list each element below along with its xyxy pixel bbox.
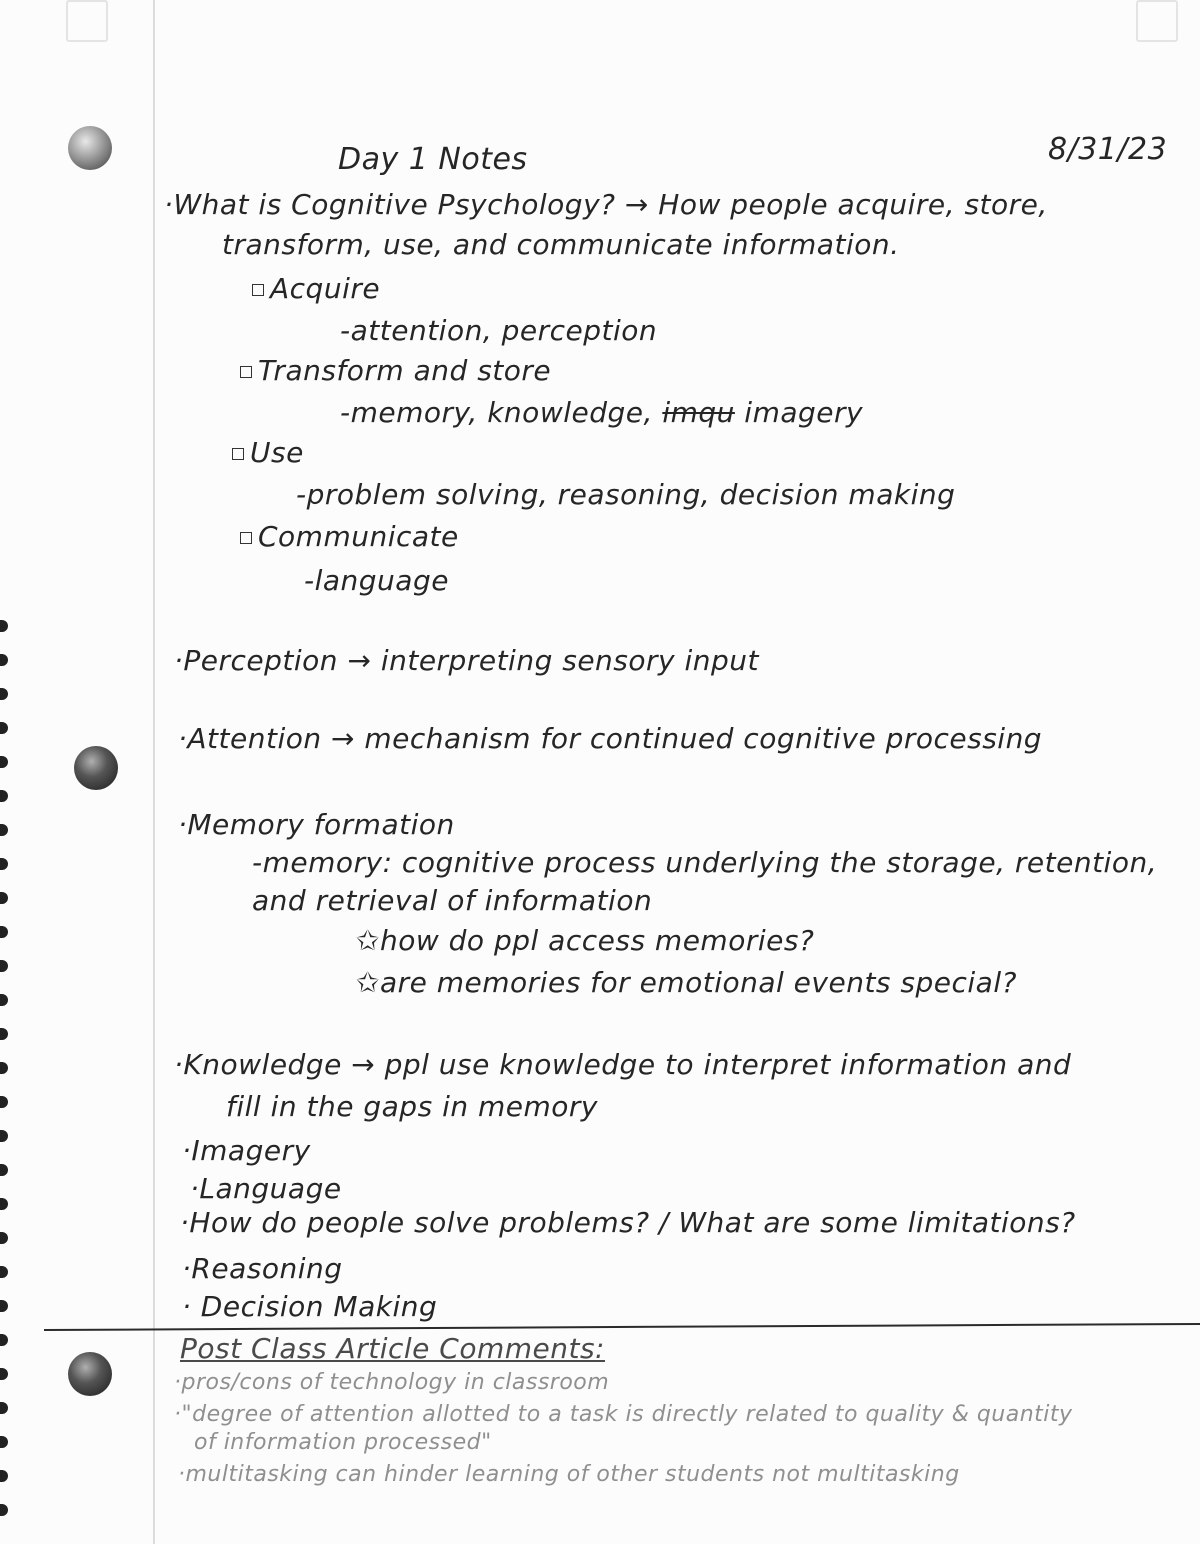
language-line: ·Language xyxy=(190,1172,342,1205)
perception-line: ·Perception → interpreting sensory input xyxy=(174,644,760,677)
memory-definition: -memory: cognitive process underlying the storage, retention, xyxy=(252,846,1158,879)
spiral-ring xyxy=(0,1334,8,1346)
struck-word: imqu xyxy=(662,396,735,429)
spiral-ring xyxy=(0,1504,8,1516)
decision-line: · Decision Making xyxy=(182,1290,438,1323)
spiral-ring xyxy=(0,994,8,1006)
post-class-line-4: ·multitasking can hinder learning of other students not multitasking xyxy=(178,1462,960,1487)
punch-hole-middle xyxy=(74,746,118,790)
spiral-ring xyxy=(0,1198,8,1210)
spiral-ring xyxy=(0,824,8,836)
star-icon: ✩ xyxy=(356,966,380,999)
spiral-ring xyxy=(0,756,8,768)
spiral-ring xyxy=(0,620,8,632)
cognitive-continued: transform, use, and communicate information. xyxy=(222,228,900,261)
communicate-sub: -language xyxy=(304,564,449,597)
reasoning-line: ·Reasoning xyxy=(182,1252,343,1285)
use-label: Use xyxy=(250,436,304,469)
transform-sub xyxy=(340,396,863,429)
section-divider xyxy=(44,1323,1200,1331)
transform-label: Transform and store xyxy=(258,354,552,387)
checkbox-icon xyxy=(240,532,252,544)
spiral-ring xyxy=(0,1300,8,1312)
memory-definition-cont: and retrieval of information xyxy=(252,884,653,917)
bullet-transform xyxy=(240,354,551,387)
cognitive-question: ·What is Cognitive Psychology? → How people acquire, store, xyxy=(164,188,1048,221)
spiral-ring xyxy=(0,1232,8,1244)
memory-formation: ·Memory formation xyxy=(178,808,455,841)
post-class-heading: Post Class Article Comments: xyxy=(180,1332,605,1365)
post-class-line-1: ·pros/cons of technology in classroom xyxy=(174,1370,610,1395)
margin-line xyxy=(153,0,155,1544)
punch-hole-bottom xyxy=(68,1352,112,1396)
knowledge-line-cont: fill in the gaps in memory xyxy=(226,1090,598,1123)
spiral-ring xyxy=(0,1266,8,1278)
spiral-ring xyxy=(0,1470,8,1482)
transform-sub-text: -memory, knowledge, xyxy=(340,396,653,429)
problems-line: ·How do people solve problems? / What are some limitations? xyxy=(180,1206,1076,1239)
spiral-ring xyxy=(0,858,8,870)
memory-question-1 xyxy=(356,924,814,957)
attention-line: ·Attention → mechanism for continued cognitive processing xyxy=(178,722,1043,755)
spiral-ring xyxy=(0,688,8,700)
spiral-ring xyxy=(0,926,8,938)
note-date: 8/31/23 xyxy=(1048,132,1168,167)
spiral-ring xyxy=(0,1062,8,1074)
checkbox-icon xyxy=(232,448,244,460)
bullet-acquire xyxy=(252,272,380,305)
spiral-ring xyxy=(0,1164,8,1176)
spiral-ring xyxy=(0,722,8,734)
spiral-ring xyxy=(0,1096,8,1108)
checkbox-icon xyxy=(252,284,264,296)
corner-mark-right xyxy=(1136,0,1178,42)
note-title: Day 1 Notes xyxy=(338,142,528,177)
transform-sub-text-2: imagery xyxy=(744,396,864,429)
spiral-ring xyxy=(0,1028,8,1040)
communicate-label: Communicate xyxy=(258,520,459,553)
memory-question-2-text: are memories for emotional events special? xyxy=(379,966,1017,999)
spiral-ring xyxy=(0,1402,8,1414)
memory-question-2 xyxy=(356,966,1017,999)
star-icon: ✩ xyxy=(356,924,380,957)
checkbox-icon xyxy=(240,366,252,378)
punch-hole-top xyxy=(68,126,112,170)
spiral-ring xyxy=(0,1130,8,1142)
memory-question-1-text: how do ppl access memories? xyxy=(379,924,815,957)
post-class-line-2: ·"degree of attention allotted to a task is directly related to quality & quantity xyxy=(174,1402,1073,1427)
post-class-line-3: of information processed" xyxy=(194,1430,492,1455)
use-sub: -problem solving, reasoning, decision making xyxy=(296,478,956,511)
spiral-ring xyxy=(0,654,8,666)
bullet-communicate xyxy=(240,520,459,553)
corner-mark-left xyxy=(66,0,108,42)
imagery-line: ·Imagery xyxy=(182,1134,311,1167)
spiral-ring xyxy=(0,960,8,972)
acquire-sub: -attention, perception xyxy=(340,314,658,347)
knowledge-line: ·Knowledge → ppl use knowledge to interpret information and xyxy=(174,1048,1072,1081)
acquire-label: Acquire xyxy=(270,272,381,305)
spiral-ring xyxy=(0,790,8,802)
spiral-ring xyxy=(0,1368,8,1380)
spiral-ring xyxy=(0,892,8,904)
bullet-use xyxy=(232,436,304,469)
spiral-ring xyxy=(0,1436,8,1448)
